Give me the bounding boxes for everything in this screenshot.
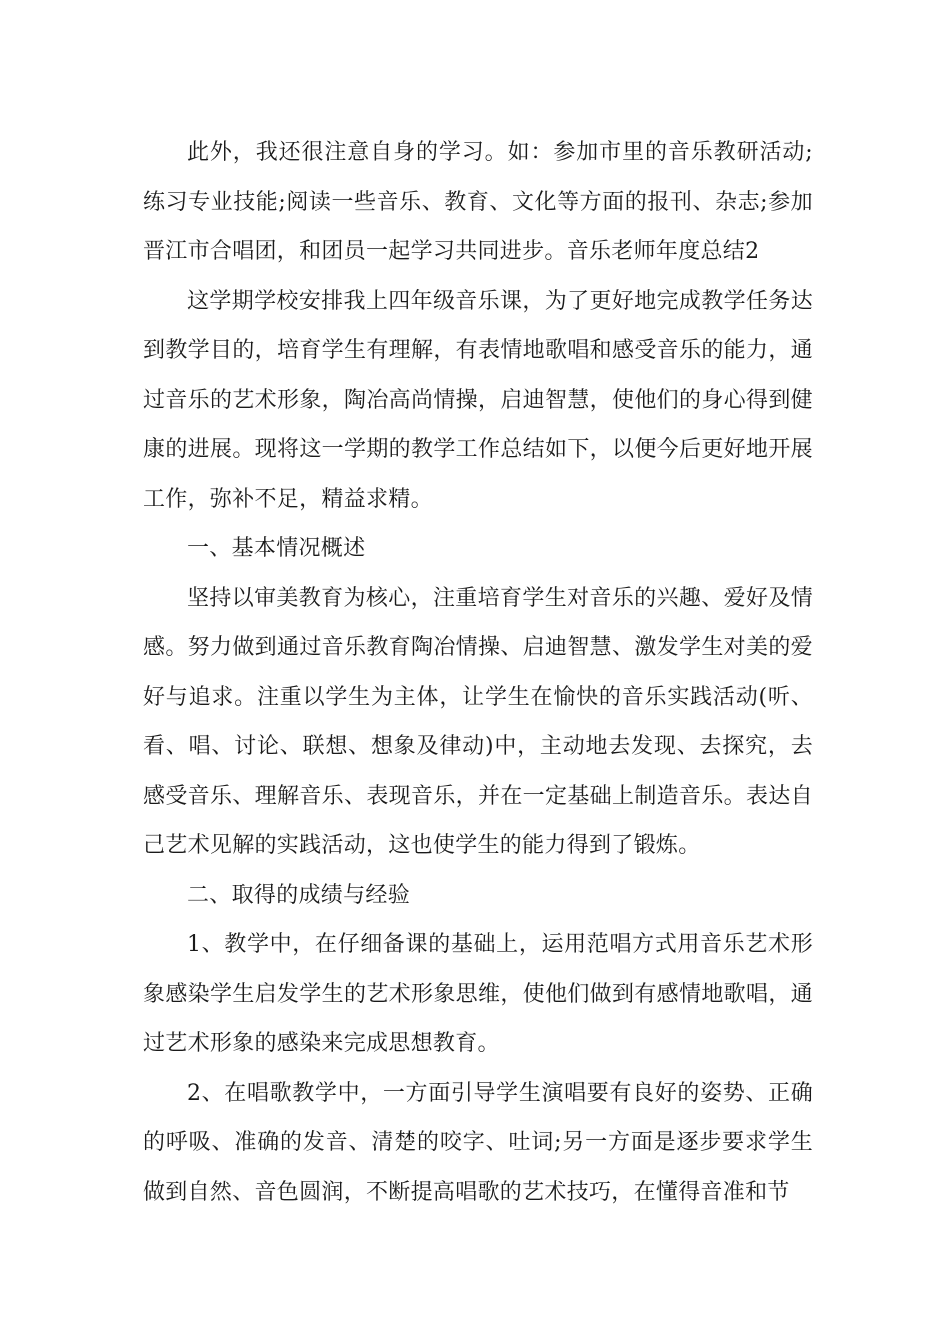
paragraph-achievement-2: 2、在唱歌教学中，一方面引导学生演唱要有良好的姿势、正确的呼吸、准确的发音、清楚的咬字、吐词;另一方面是逐步要求学生做到自然、音色圆润，不断提高唱歌的艺术技巧，在懂得音准和节 (143, 1080, 813, 1205)
document-body (143, 128, 813, 1217)
paragraph-self-study: 此外，我还很注意自身的学习。如：参加市里的音乐教研活动;练习专业技能;阅读一些音乐、教育、文化等方面的报刊、杂志;参加晋江市合唱团，和团员一起学习共同进步。音乐老师年度总结2 (143, 140, 813, 264)
section-heading-basic-overview: 一、基本情况概述 (187, 536, 366, 561)
section-heading-achievements: 二、取得的成绩与经验 (187, 882, 411, 908)
paragraph-achievement-1: 1、教学中，在仔细备课的基础上，运用范唱方式用音乐艺术形象感染学生启发学生的艺术形象思维，使他们做到有感情地歌唱，通过艺术形象的感染来完成思想教育。 (143, 932, 813, 1056)
paragraph-basic-overview: 坚持以审美教育为核心，注重培育学生对音乐的兴趣、爱好及情感。努力做到通过音乐教育陶冶情操、启迪智慧、激发学生对美的爱好与追求。注重以学生为主体，让学生在愉快的音乐实践活动(听、看、唱、讨论、联想、想象及律动)中，主动地去发现、去探究，去感受音乐、理解音乐、表现音乐，并在一定基础上制造音乐。表达自己艺术见解的实践活动，这也使学生的能力得到了锻炼。 (143, 585, 813, 858)
paragraph-semester-intro: 这学期学校安排我上四年级音乐课，为了更好地完成教学任务达到教学目的，培育学生有理解，有表情地歌唱和感受音乐的能力，通过音乐的艺术形象，陶冶高尚情操，启迪智慧，使他们的身心得到健康的进展。现将这一学期的教学工作总结如下，以便今后更好地开展工作，弥补不足，精益求精。 (143, 288, 813, 512)
